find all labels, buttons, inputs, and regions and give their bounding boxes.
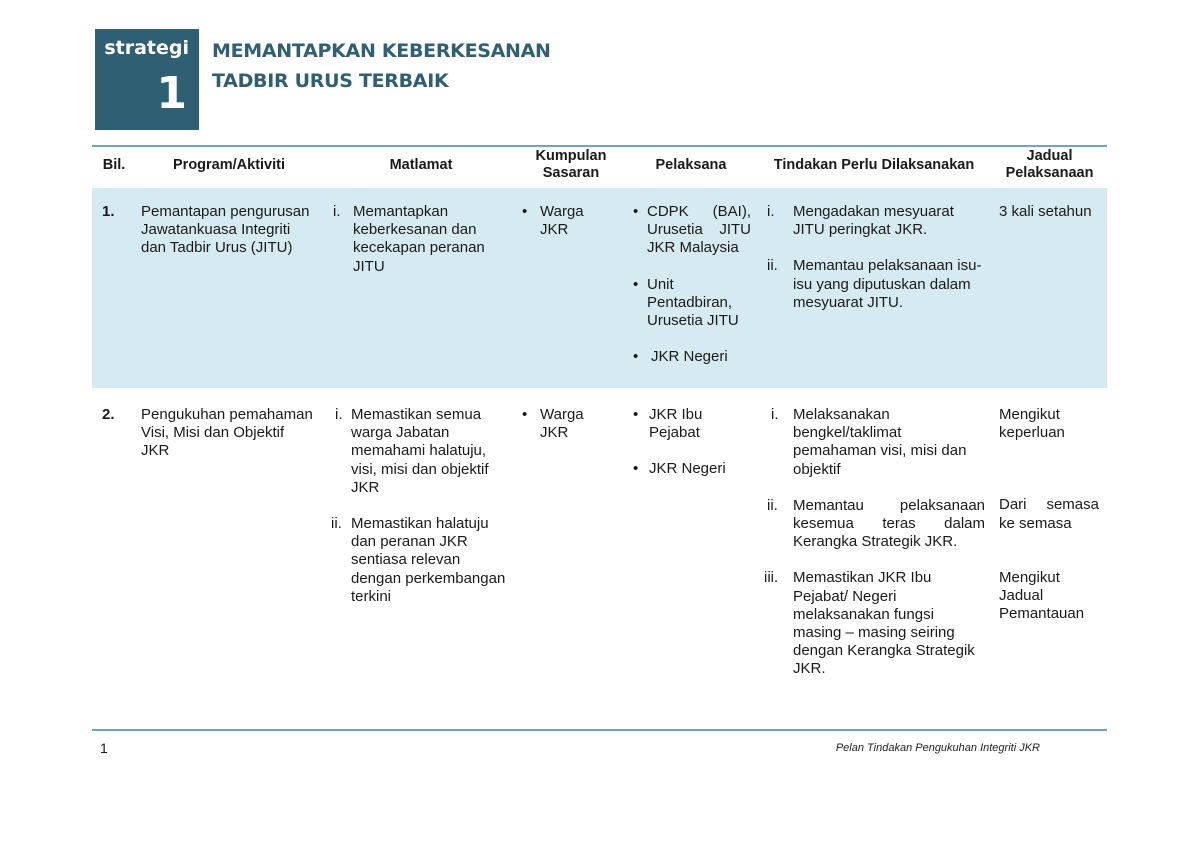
list-item: i. Melaksanakan bengkel/taklimat pemahaman visi, misi dan objektif [771,406,967,478]
row-1-tindakan [767,203,985,330]
list-item: iii. Memastikan JKR Ibu Pejabat/ Negeri melaksanakan fungsi masing – masing seiring dengan Kerangka Strategik JKR. [764,569,975,678]
header-jadual: Jadual Pelaksanaan [1005,148,1094,181]
row-2-tindakan [764,406,985,697]
header-bil: Bil. [102,156,126,173]
list-item: Mengikut keperluan [999,406,1065,442]
list-item: • CDPK (BAI), Urusetia JITU JKR Malaysia [633,203,751,257]
bullet-icon: • [522,406,528,423]
list-item: Dari semasa ke semasa [999,496,1099,532]
list-item: • Unit Pentadbiran, Urusetia JITU [633,275,739,330]
header-kumpulan-sasaran: Kumpulan Sasaran [535,148,607,181]
bullet-icon: • [633,275,639,293]
list-item: i. Mengadakan mesyuarat JITU peringkat JKR. [767,203,954,239]
header-pelaksana: Pelaksana [655,156,727,173]
row-1-kumpulan [522,203,612,257]
row-2-jadual [999,406,1099,623]
strategy-label: strategi [104,37,189,59]
page-title [212,36,551,96]
list-item: Mengikut Jadual Pemantauan [999,568,1085,623]
strategy-number: 1 [156,68,187,119]
page-title-line-2: TADBIR URUS TERBAIK [212,70,449,92]
row-2-program: Pengukuhan pemahaman Visi, Misi dan Objektif JKR [141,406,313,460]
list-item: • Warga JKR [522,203,584,239]
row-2-number: 2. [102,406,115,423]
row-1-jadual: 3 kali setahun [999,203,1092,220]
bullet-icon: • [633,203,639,220]
list-item: ii. Memantau pelaksanaan isu-isu yang diputuskan dalam mesyuarat JITU. [767,257,982,311]
list-item: • Warga JKR [522,406,584,442]
page-number: 1 [100,740,108,756]
list-item: • JKR Ibu Pejabat [633,406,703,442]
list-item: • JKR Negeri [633,460,726,478]
header-matlamat: Matlamat [389,156,453,173]
table-header-row [92,147,1107,183]
list-item: i. Memastikan semua warga Jabatan memahami halatuju, visi, misi dan objektif JKR [335,406,489,496]
document-title: Pelan Tindakan Pengukuhan Integriti JKR [835,742,1040,754]
row-1-matlamat [333,203,505,294]
list-item: ii. Memantau pelaksanaan kesemua teras dalam Kerangka Strategik JKR. [767,496,985,551]
row-1-program: Pemantapan pengurusan Jawatankuasa Integriti dan Tadbir Urus (JITU) [141,203,310,257]
bullet-icon: • [633,406,639,423]
header-tindakan: Tindakan Perlu Dilaksanakan [773,156,975,173]
bullet-icon: • [522,203,528,220]
footer-rule [92,729,1107,731]
list-item: ii. Memastikan halatuju dan peranan JKR sentiasa relevan dengan perkembangan terkini [331,515,506,605]
bullet-icon: • [633,348,639,366]
list-item: i. Memantapkan keberkesanan dan kecekapan peranan JITU [333,203,485,275]
row-2-matlamat [333,406,508,624]
row-2-pelaksana [633,406,751,497]
row-1-pelaksana [633,203,751,384]
strategy-badge [95,29,199,130]
list-item: • JKR Negeri [633,348,728,366]
row-2-kumpulan [522,406,612,460]
bullet-icon: • [633,460,639,478]
row-1-number: 1. [102,203,115,220]
page-title-line-1: MEMANTAPKAN KEBERKESANAN [212,40,551,62]
header-program: Program/Aktiviti [173,156,285,173]
